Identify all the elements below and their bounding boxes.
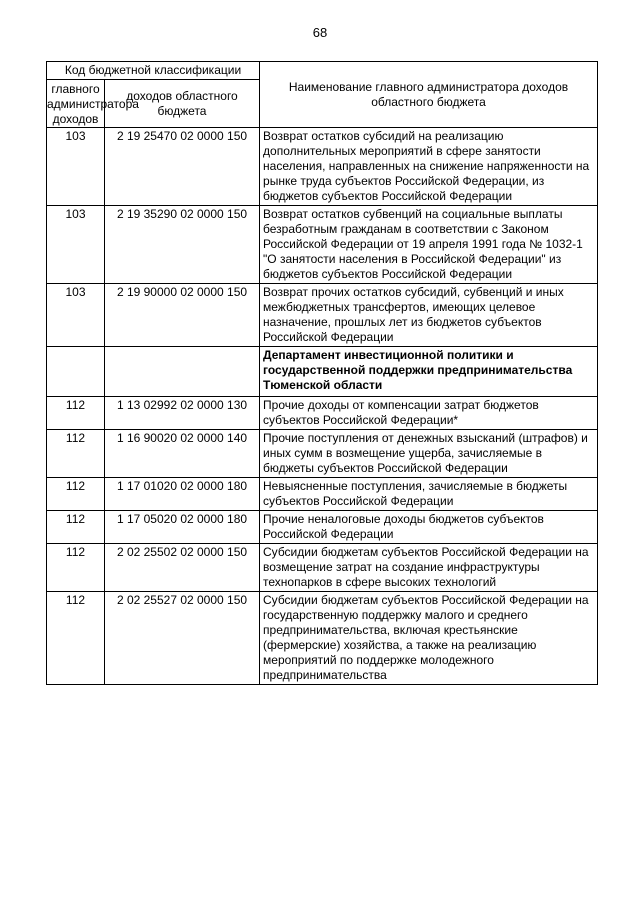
income-name-cell: Прочие поступления от денежных взысканий (штрафов) и иных сумм в возмещение ущерба, зачисляемые в бюджеты субъектов Российской Федерации [260, 430, 598, 478]
table-row [47, 478, 598, 511]
income-code-cell: 1 13 02992 02 0000 130 [105, 397, 260, 430]
income-code-cell: 1 17 01020 02 0000 180 [105, 478, 260, 511]
header-administrator-name: Наименование главного администратора доходов областного бюджета [260, 62, 598, 128]
income-code-cell: 1 16 90020 02 0000 140 [105, 430, 260, 478]
income-code-cell: 2 02 25502 02 0000 150 [105, 544, 260, 592]
income-name-cell: Возврат прочих остатков субсидий, субвенций и иных межбюджетных трансфертов, имеющих целевое назначение, прошлых лет из бюджетов субъектов Российской Федерации [260, 284, 598, 347]
income-name-cell: Возврат остатков субвенций на социальные выплаты безработным гражданам в соответствии с Законом Российской Федерации от 19 апреля 1991 года № 1032-1 "О занятости населения в Российской Федерации" из бюджетов субъектов Российской Федерации [260, 206, 598, 284]
income-code-cell [105, 347, 260, 397]
table-row [47, 511, 598, 544]
table-row [47, 206, 598, 284]
income-name-cell: Субсидии бюджетам субъектов Российской Федерации на государственную поддержку малого и среднего предпринимательства, включая крестьянские (фермерские) хозяйства, а также на реализацию мероприятий по поддержке молодежного предпринимательства [260, 592, 598, 685]
income-code-cell: 2 19 35290 02 0000 150 [105, 206, 260, 284]
admin-code-cell: 112 [47, 478, 105, 511]
admin-code-cell [47, 347, 105, 397]
table-row [47, 592, 598, 685]
table-row [47, 544, 598, 592]
page-number: 68 [312, 25, 328, 40]
income-name-cell: Прочие доходы от компенсации затрат бюджетов субъектов Российской Федерации* [260, 397, 598, 430]
department-name-cell: Департамент инвестиционной политики и государственной поддержки предпринимательства Тюменской области [260, 347, 598, 397]
admin-code-cell: 103 [47, 128, 105, 206]
income-name-cell: Возврат остатков субсидий на реализацию дополнительных мероприятий в сфере занятости населения, направленных на снижение напряженности на рынке труда субъектов Российской Федерации, из бюджетов субъектов Российской Федерации [260, 128, 598, 206]
admin-code-cell: 112 [47, 430, 105, 478]
admin-code-cell: 112 [47, 592, 105, 685]
header-main-administrator: главного администратора доходов [47, 80, 105, 128]
income-code-cell: 2 19 90000 02 0000 150 [105, 284, 260, 347]
admin-code-cell: 112 [47, 511, 105, 544]
table-header-row [47, 62, 598, 80]
income-name-cell: Прочие неналоговые доходы бюджетов субъектов Российской Федерации [260, 511, 598, 544]
admin-code-cell: 103 [47, 206, 105, 284]
income-code-cell: 2 19 25470 02 0000 150 [105, 128, 260, 206]
budget-classification-table [46, 61, 598, 685]
admin-code-cell: 112 [47, 544, 105, 592]
table-row [47, 128, 598, 206]
header-regional-income: доходов областного бюджета [105, 80, 260, 128]
table-body [47, 128, 598, 685]
table-row [47, 430, 598, 478]
income-code-cell: 2 02 25527 02 0000 150 [105, 592, 260, 685]
table-row [47, 397, 598, 430]
income-name-cell: Невыясненные поступления, зачисляемые в бюджеты субъектов Российской Федерации [260, 478, 598, 511]
table-row [47, 284, 598, 347]
header-classification-code: Код бюджетной классификации [47, 62, 260, 80]
income-code-cell: 1 17 05020 02 0000 180 [105, 511, 260, 544]
income-name-cell: Субсидии бюджетам субъектов Российской Федерации на возмещение затрат на создание инфраструктуры технопарков в сфере высоких технологий [260, 544, 598, 592]
admin-code-cell: 112 [47, 397, 105, 430]
department-row [47, 347, 598, 397]
admin-code-cell: 103 [47, 284, 105, 347]
